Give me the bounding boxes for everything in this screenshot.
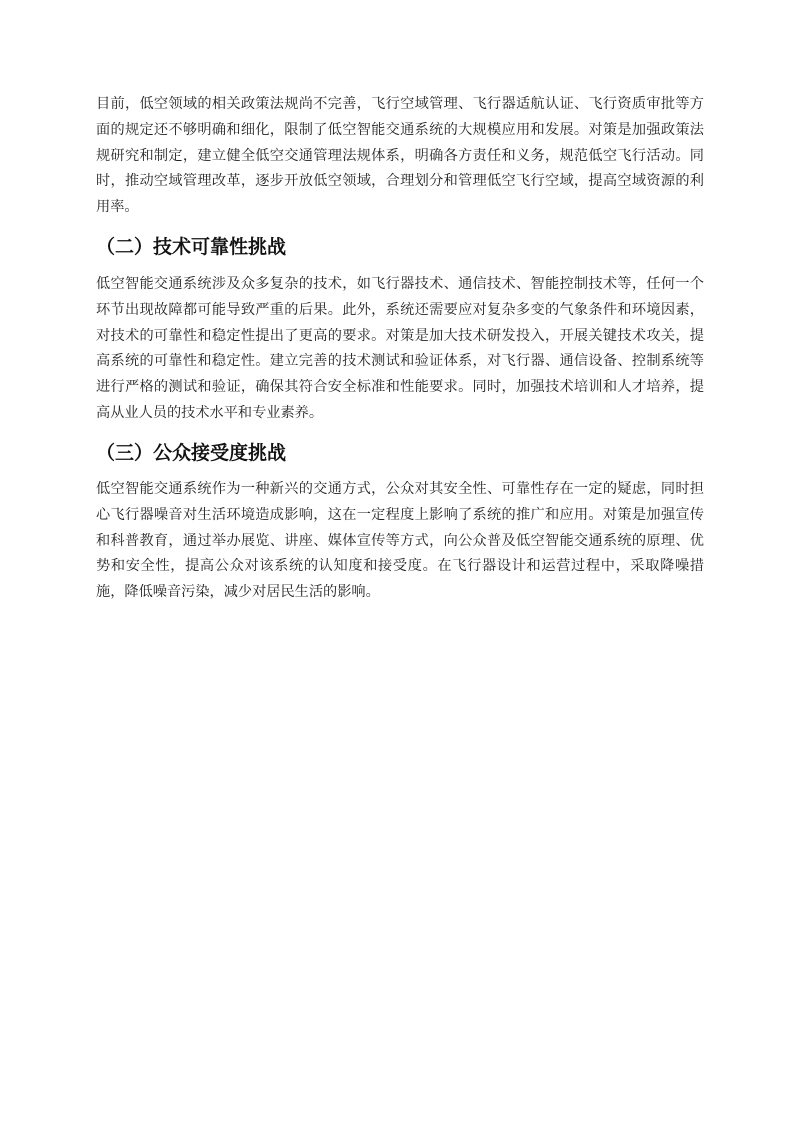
paragraph-public-acceptance: 低空智能交通系统作为一种新兴的交通方式，公众对其安全性、可靠性存在一定的疑虑，同时担心飞行器噪音对生活环境造成影响，这在一定程度上影响了系统的推广和应用。对策是加强宣传和科普教育，通过举办展览、讲座、媒体宣传等方式，向公众普及低空智能交通系统的原理、优势和安全性，提高公众对该系统的认知度和接受度。在飞行器设计和运营过程中，采取降噪措施，降低噪音污染，减少对居民生活的影响。 [96, 481, 704, 601]
paragraph-policy-regulation: 目前，低空领域的相关政策法规尚不完善，飞行空域管理、飞行器适航认证、飞行资质审批等方面的规定还不够明确和细化，限制了低空智能交通系统的大规模应用和发展。对策是加强政策法规研究和制定，建立健全低空交通管理法规体系，明确各方责任和义务，规范低空飞行活动。同时，推动空域管理改革，逐步开放低空领域，合理划分和管理低空飞行空域，提高空域资源的利用率。 [96, 96, 704, 216]
heading-public-acceptance: （三）公众接受度挑战 [96, 442, 287, 464]
heading-technical-reliability: （二）技术可靠性挑战 [96, 236, 287, 258]
paragraph-technical-reliability: 低空智能交通系统涉及众多复杂的技术，如飞行器技术、通信技术、智能控制技术等，任何一个环节出现故障都可能导致严重的后果。此外，系统还需要应对复杂多变的气象条件和环境因素，对技术的可靠性和稳定性提出了更高的要求。对策是加大技术研发投入，开展关键技术攻关，提高系统的可靠性和稳定性。建立完善的技术测试和验证体系，对飞行器、通信设备、控制系统等进行严格的测试和验证，确保其符合安全标准和性能要求。同时，加强技术培训和人才培养，提高从业人员的技术水平和专业素养。 [96, 276, 704, 421]
